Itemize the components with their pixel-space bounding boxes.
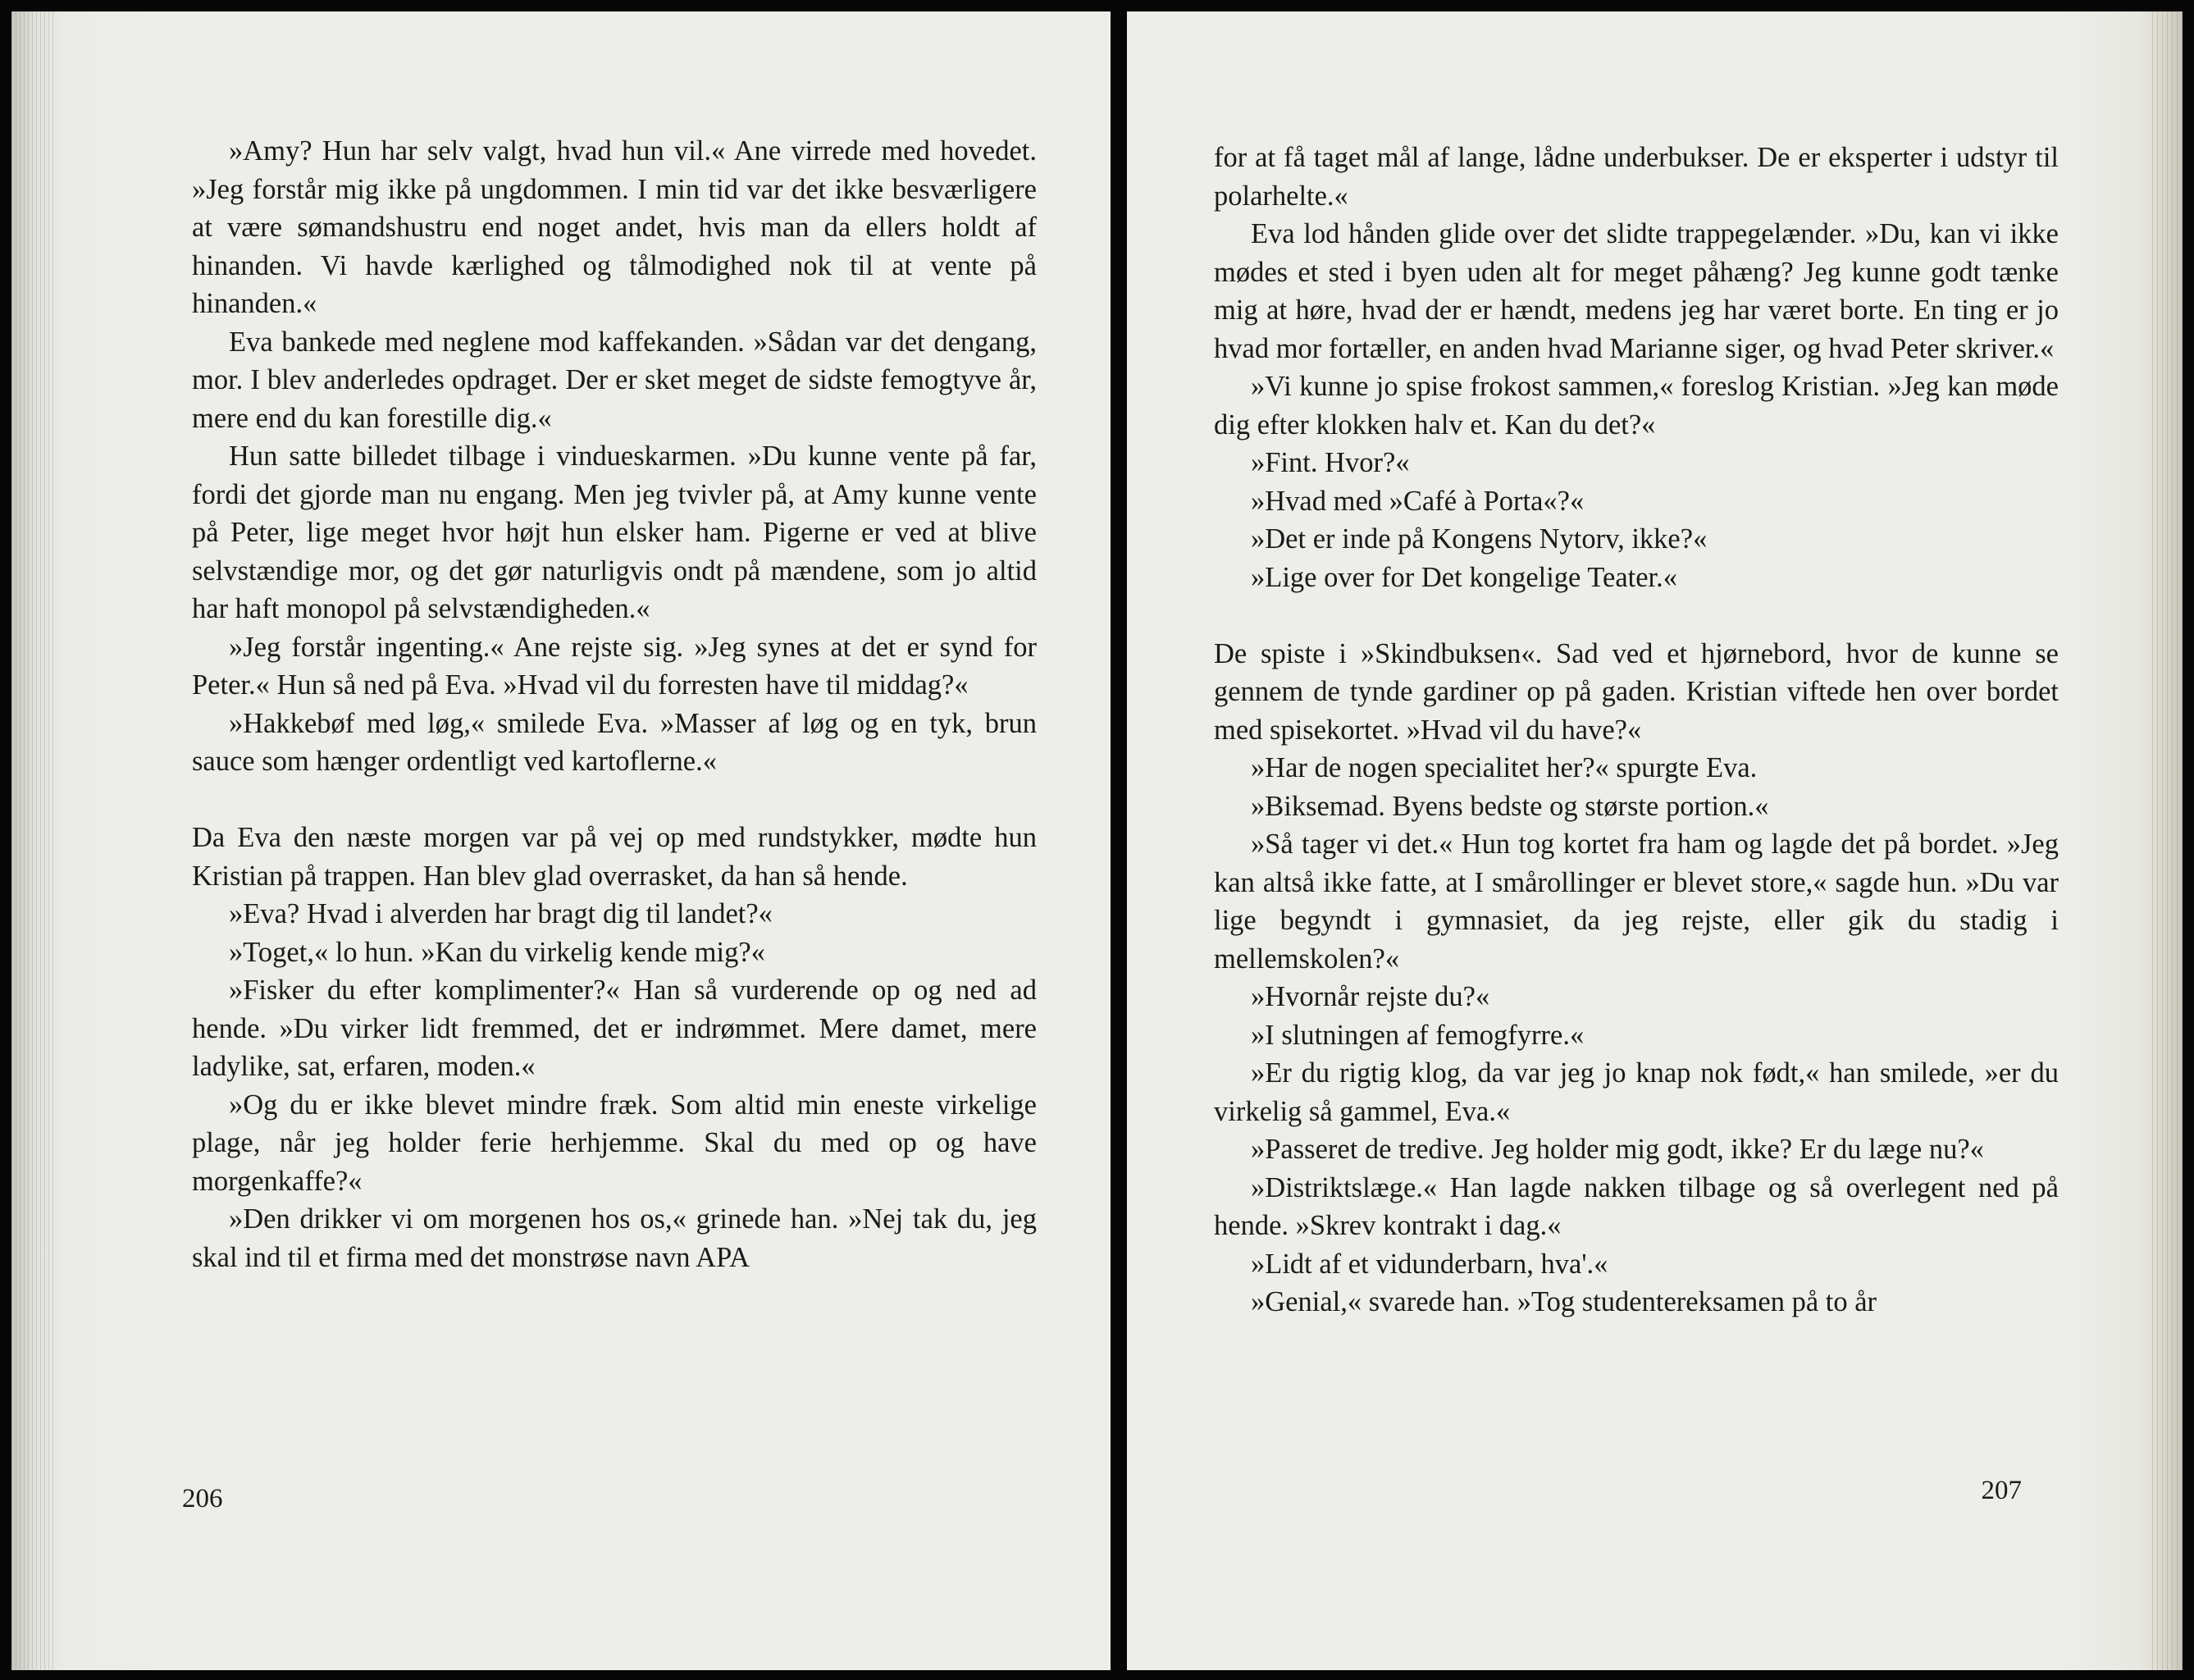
left-page-text	[192, 132, 1037, 1276]
paragraph: Eva lod hånden glide over det slidte trappegelænder. »Du, kan vi ikke mødes et sted i byen uden alt for meget påhæng? Jeg kunne godt tænke mig at høre, hvad der er hændt, medens jeg har været borte. En ting er jo hvad mor fortæller, en anden hvad Marianne siger, og hvad Peter skriver.«	[1214, 218, 2059, 364]
paragraph: »Så tager vi det.« Hun tog kortet fra ham og lagde det på bordet. »Jeg kan altså ikke fatte, at I smårollinger er blevet store,« sagde hun. »Du var lige begyndt i gymnasiet, da jeg rejste, eller gik du stadig i mellemskolen?«	[1214, 829, 2059, 975]
page-number: 206	[182, 1484, 223, 1513]
paragraph: »Jeg forstår ingenting.« Ane rejste sig. »Jeg synes at det er synd for Peter.« Hun så ned på Eva. »Hvad vil du forresten have til middag?«	[192, 631, 1037, 701]
left-page	[11, 11, 1111, 1670]
paragraph: »Hakkebøf med løg,« smilede Eva. »Masser af løg og en tyk, brun sauce som hænger ordentligt ved kartoflerne.«	[192, 707, 1037, 777]
continued-paragraph: for at få taget mål af lange, lådne underbukser. De er eksperter i udstyr til polarhelte.«	[1214, 142, 2059, 212]
right-page-text	[1214, 139, 2059, 1322]
right-page	[1127, 11, 2183, 1670]
paragraph: »Distriktslæge.« Han lagde nakken tilbage og så overlegent ned på hende. »Skrev kontrakt i dag.«	[1214, 1171, 2059, 1241]
paragraph: »Passeret de tredive. Jeg holder mig godt, ikke? Er du læge nu?«	[1251, 1134, 1984, 1165]
paragraph: »Amy? Hun har selv valgt, hvad hun vil.« Ane virrede med hovedet. »Jeg forstår mig ikke på ungdommen. I min tid var det ikke besværligere at være sømandshustru end noget andet, hvis man da ellers holdt af hinanden. Vi havde kærlighed og tålmodighed nok til at vente på hinanden.«	[192, 135, 1037, 319]
paragraph: Eva bankede med neglene mod kaffekanden. »Sådan var det dengang, mor. I blev anderledes opdraget. Der er sket meget de sidste femogtyve år, mere end du kan forestille dig.«	[192, 326, 1037, 434]
paragraph: »Eva? Hvad i alverden har bragt dig til landet?«	[229, 898, 773, 929]
page-edge-shadow	[11, 11, 54, 1670]
paragraph: »Hvornår rejste du?«	[1251, 981, 1490, 1012]
paragraph: »Fisker du efter komplimenter?« Han så vurderende op og ned ad hende. »Du virker lidt fremmed, det er indrømmet. Mere damet, mere ladylike, sat, erfaren, moden.«	[192, 975, 1037, 1082]
paragraph: »Den drikker vi om morgenen hos os,« grinede han. »Nej tak du, jeg skal ind til et firma med det monstrøse navn APA	[192, 1203, 1037, 1273]
paragraph: »Lige over for Det kongelige Teater.«	[1251, 561, 1678, 593]
section-start-paragraph: Da Eva den næste morgen var på vej op med rundstykker, mødte hun Kristian på trappen. Han blev glad overrasket, da han så hende.	[192, 822, 1037, 892]
paragraph: »Det er inde på Kongens Nytorv, ikke?«	[1251, 523, 1708, 555]
paragraph: »I slutningen af femogfyrre.«	[1251, 1019, 1585, 1051]
paragraph: »Hvad med »Café à Porta«?«	[1251, 485, 1585, 517]
section-start-paragraph: De spiste i »Skindbuksen«. Sad ved et hjørnebord, hvor de kunne se gennem de tynde gardiner op på gaden. Kristian viftede hen over bordet med spisekortet. »Hvad vil du have?«	[1214, 637, 2059, 746]
paragraph: »Fint. Hvor?«	[1251, 447, 1410, 478]
paragraph: »Biksemad. Byens bedste og største portion.«	[1251, 790, 1769, 822]
paragraph: »Og du er ikke blevet mindre fræk. Som altid min eneste virkelige plage, når jeg holder ferie herhjemme. Skal du med op og have morgenkaffe?«	[192, 1089, 1037, 1197]
paragraph: »Genial,« svarede han. »Tog studentereksamen på to år	[1251, 1286, 1877, 1317]
paragraph: Hun satte billedet tilbage i vindueskarmen. »Du kunne vente på far, fordi det gjorde man nu engang. Men jeg tvivler på, at Amy kunne vente på Peter, lige meget hvor højt hun elsker ham. Pigerne er ved at blive selvstændige mor, og det gør naturligvis ondt på mændene, som jo altid har haft monopol på selvstændigheden.«	[192, 441, 1037, 624]
paragraph: »Har de nogen specialitet her?« spurgte Eva.	[1251, 752, 1758, 783]
page-edge-shadow	[2150, 11, 2183, 1670]
paragraph: »Toget,« lo hun. »Kan du virkelig kende mig?«	[229, 936, 765, 968]
page-number: 207	[1981, 1476, 2022, 1505]
paragraph: »Lidt af et vidunderbarn, hva'.«	[1251, 1248, 1608, 1280]
paragraph: »Er du rigtig klog, da var jeg jo knap nok født,« han smilede, »er du virkelig så gammel, Eva.«	[1214, 1057, 2059, 1127]
paragraph: »Vi kunne jo spise frokost sammen,« foreslog Kristian. »Jeg kan møde dig efter klokken halv et. Kan du det?«	[1214, 371, 2059, 441]
